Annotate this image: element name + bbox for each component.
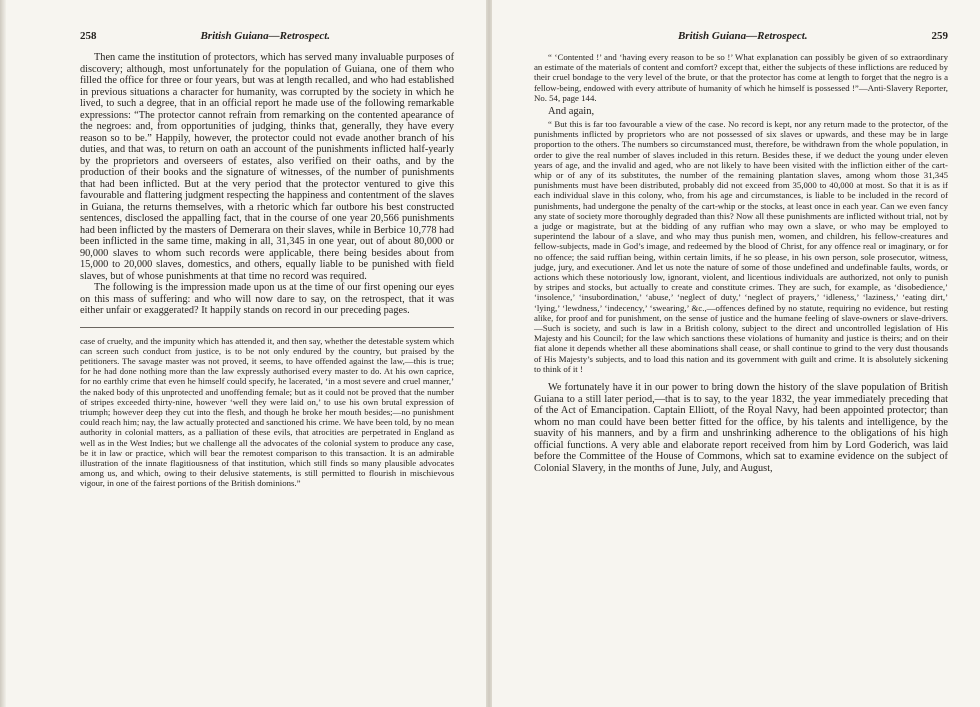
left-page-header [80, 30, 454, 50]
running-head: British Guiana—Retrospect. [677, 30, 808, 42]
page-edge [0, 0, 6, 707]
book-gutter [486, 0, 492, 707]
right-page-header [534, 30, 948, 50]
body-paragraph: Then came the institution of protectors, which has served many invaluable purposes of discovery; although, most unfortunately for the population of Guiana, one of them who filled the office for three or four years, but was at length recalled, and who had established in previous situations a character for humanity, was corrupted by the society in which he lived, to such a degree, that in an official report he made use of the following remarkable expressions: “The protector cannot refrain from remarking on the contented apearance of the negroes: and, from opportunities of judging, thinks that, generally, they have every reason so to be.” Happily, however, the protector could not evade another branch of his duties, and that was, to return on oath an account of the punishments inflicted half-yearly by the proprietors and overseers of estates, also verified on their oaths, and by the production of their books and the signature of witnesses, of the number of punishments that had been inflicted. But at the very period that the protector ventured to give this favourable and flattering judgment respecting the happiness and contentment of the slaves in Guiana, the returns themselves, with a rhetoric which far outbore his best constructed sentences, disclosed the appalling fact, that in the course of one year 20,566 punishments had been inflicted by the masters of Demerara on their slaves, while in Berbice 10,778 had been inflicted in the same time, making in all, 31,345 in one year, out of about 80,000 or 90,000 slaves to whom such records were applicable, there being besides about from 15,000 to 20,000 slaves, domestics, and others, equally liable to be punished with field slaves, but of whose punishments at that time no record was required. [80, 52, 454, 282]
body-paragraph: We fortunately have it in our power to bring down the history of the slave population of British Guiana to a still later period,—that is to say, to the year 1832, the year immediately preceding that of the Act of Emancipation. Captain Elliott, of the Royal Navy, had been appointed protector; than whom no man could have been better fitted for the office, by his talents and intelligence, by the suavity of his manners, and by a firm and unshrinking adherence to the obligations of his high official functions. A very able and elaborate report received from him by Lord Goderich, was laid before the Committee of the House of Commons, which sat to examine evidence on the subject of Colonial Slavery, in the months of June, July, and August, [534, 382, 948, 474]
footnote-divider [80, 327, 454, 328]
running-head: British Guiana—Retrospect. [200, 30, 331, 42]
quoted-extract: case of cruelty, and the impunity which has attended it, and then say, whether the detestable system which can screen such conduct from justice, is to be not only endured by the country, but praised by the petitioners. The savage master was not proved, it seems, to have offended against the law,—this is true; for he had done nothing more than the law expressly authorised every master to do. At his own caprice, for no earthly crime that even he himself could specify, he lacerated, ‘in a most severe and cruel manner,’ the naked body of this unprotected and unoffending female; but as it could not be proved that the number of stripes exceeded thirty-nine, however ‘well they were laid on,’ to use his own brutal expression of triumph; however deep they cut into the flesh, and though he broke her mouth besides;—no punishment could reach him; nay, the law actually protected and sanctioned his crime. We have been told, by no mean authority in colonial matters, as a palliation of these evils, that atrocities are perpetrated in England as well as in the West Indies; but we challenge all the advocates of the colonial system to produce any case, be it in law or practice, which will bear the remotest comparison to this transaction. It is an admirable illustration of the innate flagitiousness of that institution, which still finds so many plausible advocates among us, and which, owing to their delusive statements, is still permitted to flourish in mischievous vigour, in one of the fairest portions of the British dominions.” [80, 335, 454, 489]
body-paragraph: The following is the impression made upon us at the time of our first opening our eyes on this mass of suffering: and who will now dare to say, on the retrospect, that it was either unfair or exaggerated? It happily stands on record in our preceding pages. [80, 282, 454, 316]
quoted-extract: “ ‘Contented !’ and ‘having every reason to be so !’ What explanation can possibly be given of so extraordinary an estimate of the materials of content and comfort? except that, either the subjects of these inflictions are reduced by their cruel bondage to the very level of the brute, or that the protector has come at length to forget that the negro is a fellow-being, endowed with every attribute of humanity of which he himself is possessed !”—Anti-Slavery Reporter, No. 54, page 144. [534, 52, 948, 103]
and-again-text: And again, [548, 106, 595, 118]
right-page [490, 0, 980, 707]
quoted-extract: “ But this is far too favourable a view of the case. No record is kept, nor any return made to the protector, of the punishments inflicted by proprietors who are not possessed of six slaves or upwards, and these may be in large proportion to the others. The numbers so circumstanced must, therefore, be withdrawn from the whole population, in order to give the real number of slaves included in this return. Besides these, if we deduct the young under eleven years of age, and the invalid and aged, who are not likely to have been visited with the infliction either of the cart-whip or of any of its substitutes, the number of the remaining plantation slaves, among whom those 31,345 punishments must have been distributed, probably did not exceed from 35,000 to 40,000 at most. So that it is as if each individual slave in this colony, who, from his age and circumstances, is liable to be included in the record of punishments, had undergone the penalty of the cart-whip or the stocks, at least once in each year. Can we even fancy any state of society more thoroughly degraded than this? Now all these punishments are inflicted without trial, not by a judge or magistrate, but at the bidding of any ruffian who may own a slave, or who may be employed to superintend the labour of a slave, and who may thus punish men, women, and children, his fellow-creatures and fellow-subjects, made in God’s image, and redeemed by the blood of Christ, for any offence real or imaginary, or for no offence; the said ruffian being, within certain limits, if he so please, in his own person, sole prosecutor, witness, judge, jury, and executioner. And let us note the nature of some of those undefined and undefinable faults, words, or actions which these notoriously low, ignorant, violent, and licentious individuals are authorized, not only to punish by stripes and stocks, but actually to create and constitute crimes. They are such, for example, as ‘disobedience,’ ‘insolence,’ ‘insubordination,’ ‘abuse,’ ‘neglect of duty,’ ‘neglect of prayers,’ ‘idleness,’ ‘laziness,’ ‘eating dirt,’ ‘lying,’ ‘lewdness,’ ‘indecency,’ ‘swearing,’ &c.,—offences defined by no statute, requiring no evidence, but resting alike, for proof and for punishment, on the sense of justice and the humane feeling of slave-owners or slave-drivers.—Such is society, and such is law in a British colony, subject to the direct and uncontrolled legislation of His Majesty and his Council; for the law which sanctions these violations of humanity and justice is theirs; and on their fiat alone it depends whether all these abominations shall cease, or shall continue to grind to the very dust thousands of His Majesty’s subjects, and to load this nation and its government with guilt and crime. It is absolutely sickening to think of it ! [534, 119, 948, 374]
page-number: 259 [931, 30, 948, 42]
page-number: 258 [80, 30, 97, 42]
left-page [0, 0, 488, 707]
